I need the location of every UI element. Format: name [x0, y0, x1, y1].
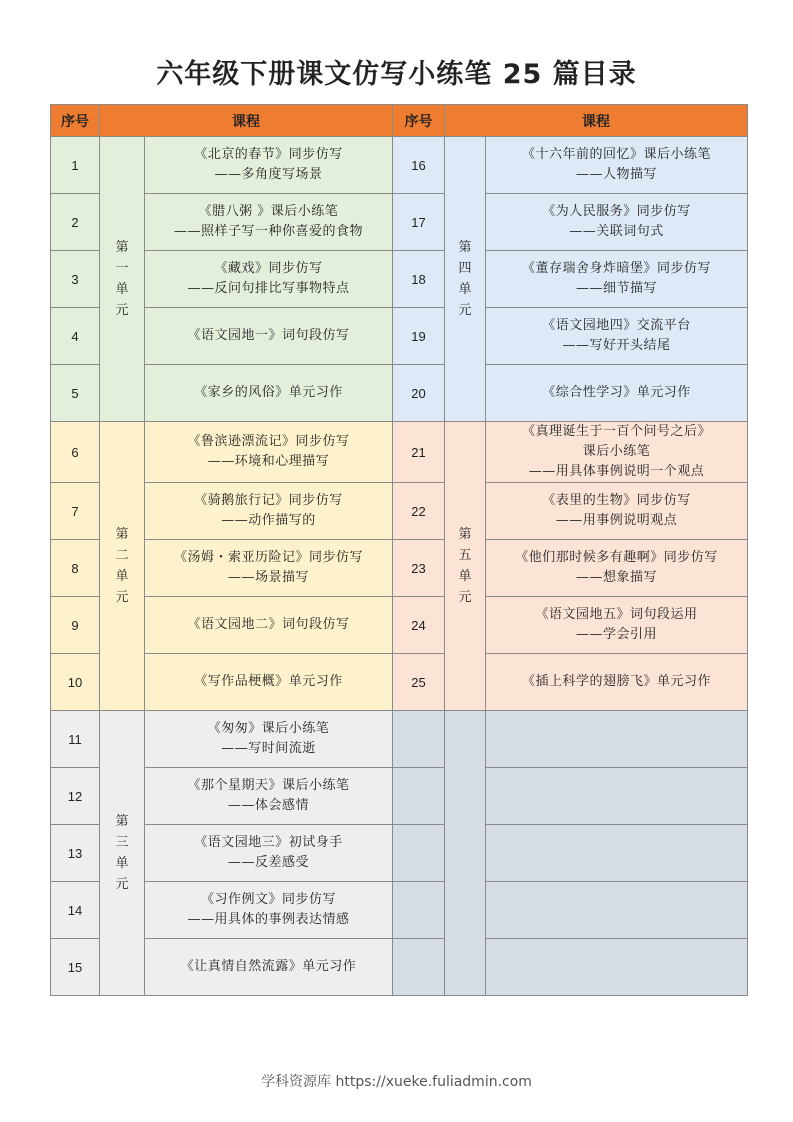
row-number: 24 [393, 597, 445, 654]
row-number: 17 [393, 194, 445, 251]
course-cell: 《鲁滨逊漂流记》同步仿写 ——环境和心理描写 [145, 422, 393, 483]
course-cell: 《那个星期天》课后小练笔 ——体会感情 [145, 768, 393, 825]
header-course-left: 课程 [100, 105, 393, 137]
course-cell: 《语文园地一》词句段仿写 [145, 308, 393, 365]
row-number: 12 [51, 768, 100, 825]
unit-label-4: 第 四 单 元 [445, 137, 486, 422]
unit-label-1: 第 一 单 元 [100, 137, 145, 422]
course-cell: 《写作品梗概》单元习作 [145, 654, 393, 711]
table-row [51, 825, 748, 882]
row-number: 3 [51, 251, 100, 308]
table-row [51, 597, 748, 654]
table-row [51, 251, 748, 308]
unit-label-2: 第 二 单 元 [100, 422, 145, 711]
row-number: 8 [51, 540, 100, 597]
row-number: 6 [51, 422, 100, 483]
empty-cell [393, 825, 445, 882]
page-title: 六年级下册课文仿写小练笔 25 篇目录 [156, 59, 637, 90]
row-number: 11 [51, 711, 100, 768]
row-number: 19 [393, 308, 445, 365]
course-cell: 《汤姆・索亚历险记》同步仿写 ——场景描写 [145, 540, 393, 597]
header-num-left: 序号 [51, 105, 100, 137]
course-cell: 《让真情自然流露》单元习作 [145, 939, 393, 996]
unit-label-5: 第 五 单 元 [445, 422, 486, 711]
course-cell: 《骑鹅旅行记》同步仿写 ——动作描写的 [145, 483, 393, 540]
row-number: 10 [51, 654, 100, 711]
course-cell: 《北京的春节》同步仿写 ——多角度写场景 [145, 137, 393, 194]
row-number: 21 [393, 422, 445, 483]
row-number: 2 [51, 194, 100, 251]
empty-cell [486, 711, 748, 768]
header-course-right: 课程 [445, 105, 748, 137]
table-row [51, 654, 748, 711]
course-cell: 《十六年前的回忆》课后小练笔 ——人物描写 [486, 137, 748, 194]
course-cell: 《为人民服务》同步仿写 ——关联词句式 [486, 194, 748, 251]
course-cell: 《表里的生物》同步仿写 ——用事例说明观点 [486, 483, 748, 540]
course-cell: 《语文园地二》词句段仿写 [145, 597, 393, 654]
course-cell: 《腊八粥 》课后小练笔 ——照样子写一种你喜爱的食物 [145, 194, 393, 251]
row-number: 25 [393, 654, 445, 711]
course-cell: 《插上科学的翅膀飞》单元习作 [486, 654, 748, 711]
row-number: 4 [51, 308, 100, 365]
table-row [51, 882, 748, 939]
course-cell: 《藏戏》同步仿写 ——反问句排比写事物特点 [145, 251, 393, 308]
course-cell: 《真理诞生于一百个问号之后》 课后小练笔 ——用具体事例说明一个观点 [486, 422, 748, 483]
row-number: 14 [51, 882, 100, 939]
row-number: 13 [51, 825, 100, 882]
row-number: 18 [393, 251, 445, 308]
row-number: 9 [51, 597, 100, 654]
footer-source: 学科资源库 https://xueke.fuliadmin.com [261, 1074, 532, 1090]
course-cell: 《家乡的风俗》单元习作 [145, 365, 393, 422]
table-row [51, 540, 748, 597]
header-num-right: 序号 [393, 105, 445, 137]
empty-cell [393, 882, 445, 939]
table-row [51, 711, 748, 768]
empty-cell [393, 768, 445, 825]
empty-unit-cell [445, 711, 486, 996]
table-row [51, 365, 748, 422]
table-header-row [51, 105, 748, 137]
empty-cell [486, 825, 748, 882]
row-number: 22 [393, 483, 445, 540]
row-number: 23 [393, 540, 445, 597]
course-cell: 《匆匆》课后小练笔 ——写时间流逝 [145, 711, 393, 768]
table-row [51, 939, 748, 996]
empty-cell [486, 768, 748, 825]
table-row [51, 483, 748, 540]
course-cell: 《董存瑞舍身炸暗堡》同步仿写 ——细节描写 [486, 251, 748, 308]
row-number: 1 [51, 137, 100, 194]
course-cell: 《习作例文》同步仿写 ——用具体的事例表达情感 [145, 882, 393, 939]
empty-cell [393, 711, 445, 768]
unit-label-3: 第 三 单 元 [100, 711, 145, 996]
table-row [51, 308, 748, 365]
course-cell: 《综合性学习》单元习作 [486, 365, 748, 422]
course-cell: 《语文园地四》交流平台 ——写好开头结尾 [486, 308, 748, 365]
course-cell: 《语文园地三》初试身手 ——反差感受 [145, 825, 393, 882]
empty-cell [486, 939, 748, 996]
table-row [51, 768, 748, 825]
empty-cell [393, 939, 445, 996]
row-number: 20 [393, 365, 445, 422]
table-row [51, 422, 748, 483]
course-cell: 《语文园地五》词句段运用 ——学会引用 [486, 597, 748, 654]
row-number: 15 [51, 939, 100, 996]
toc-table [50, 104, 748, 996]
course-cell: 《他们那时候多有趣啊》同步仿写 ——想象描写 [486, 540, 748, 597]
empty-cell [486, 882, 748, 939]
row-number: 7 [51, 483, 100, 540]
row-number: 16 [393, 137, 445, 194]
table-row [51, 194, 748, 251]
row-number: 5 [51, 365, 100, 422]
table-row [51, 137, 748, 194]
